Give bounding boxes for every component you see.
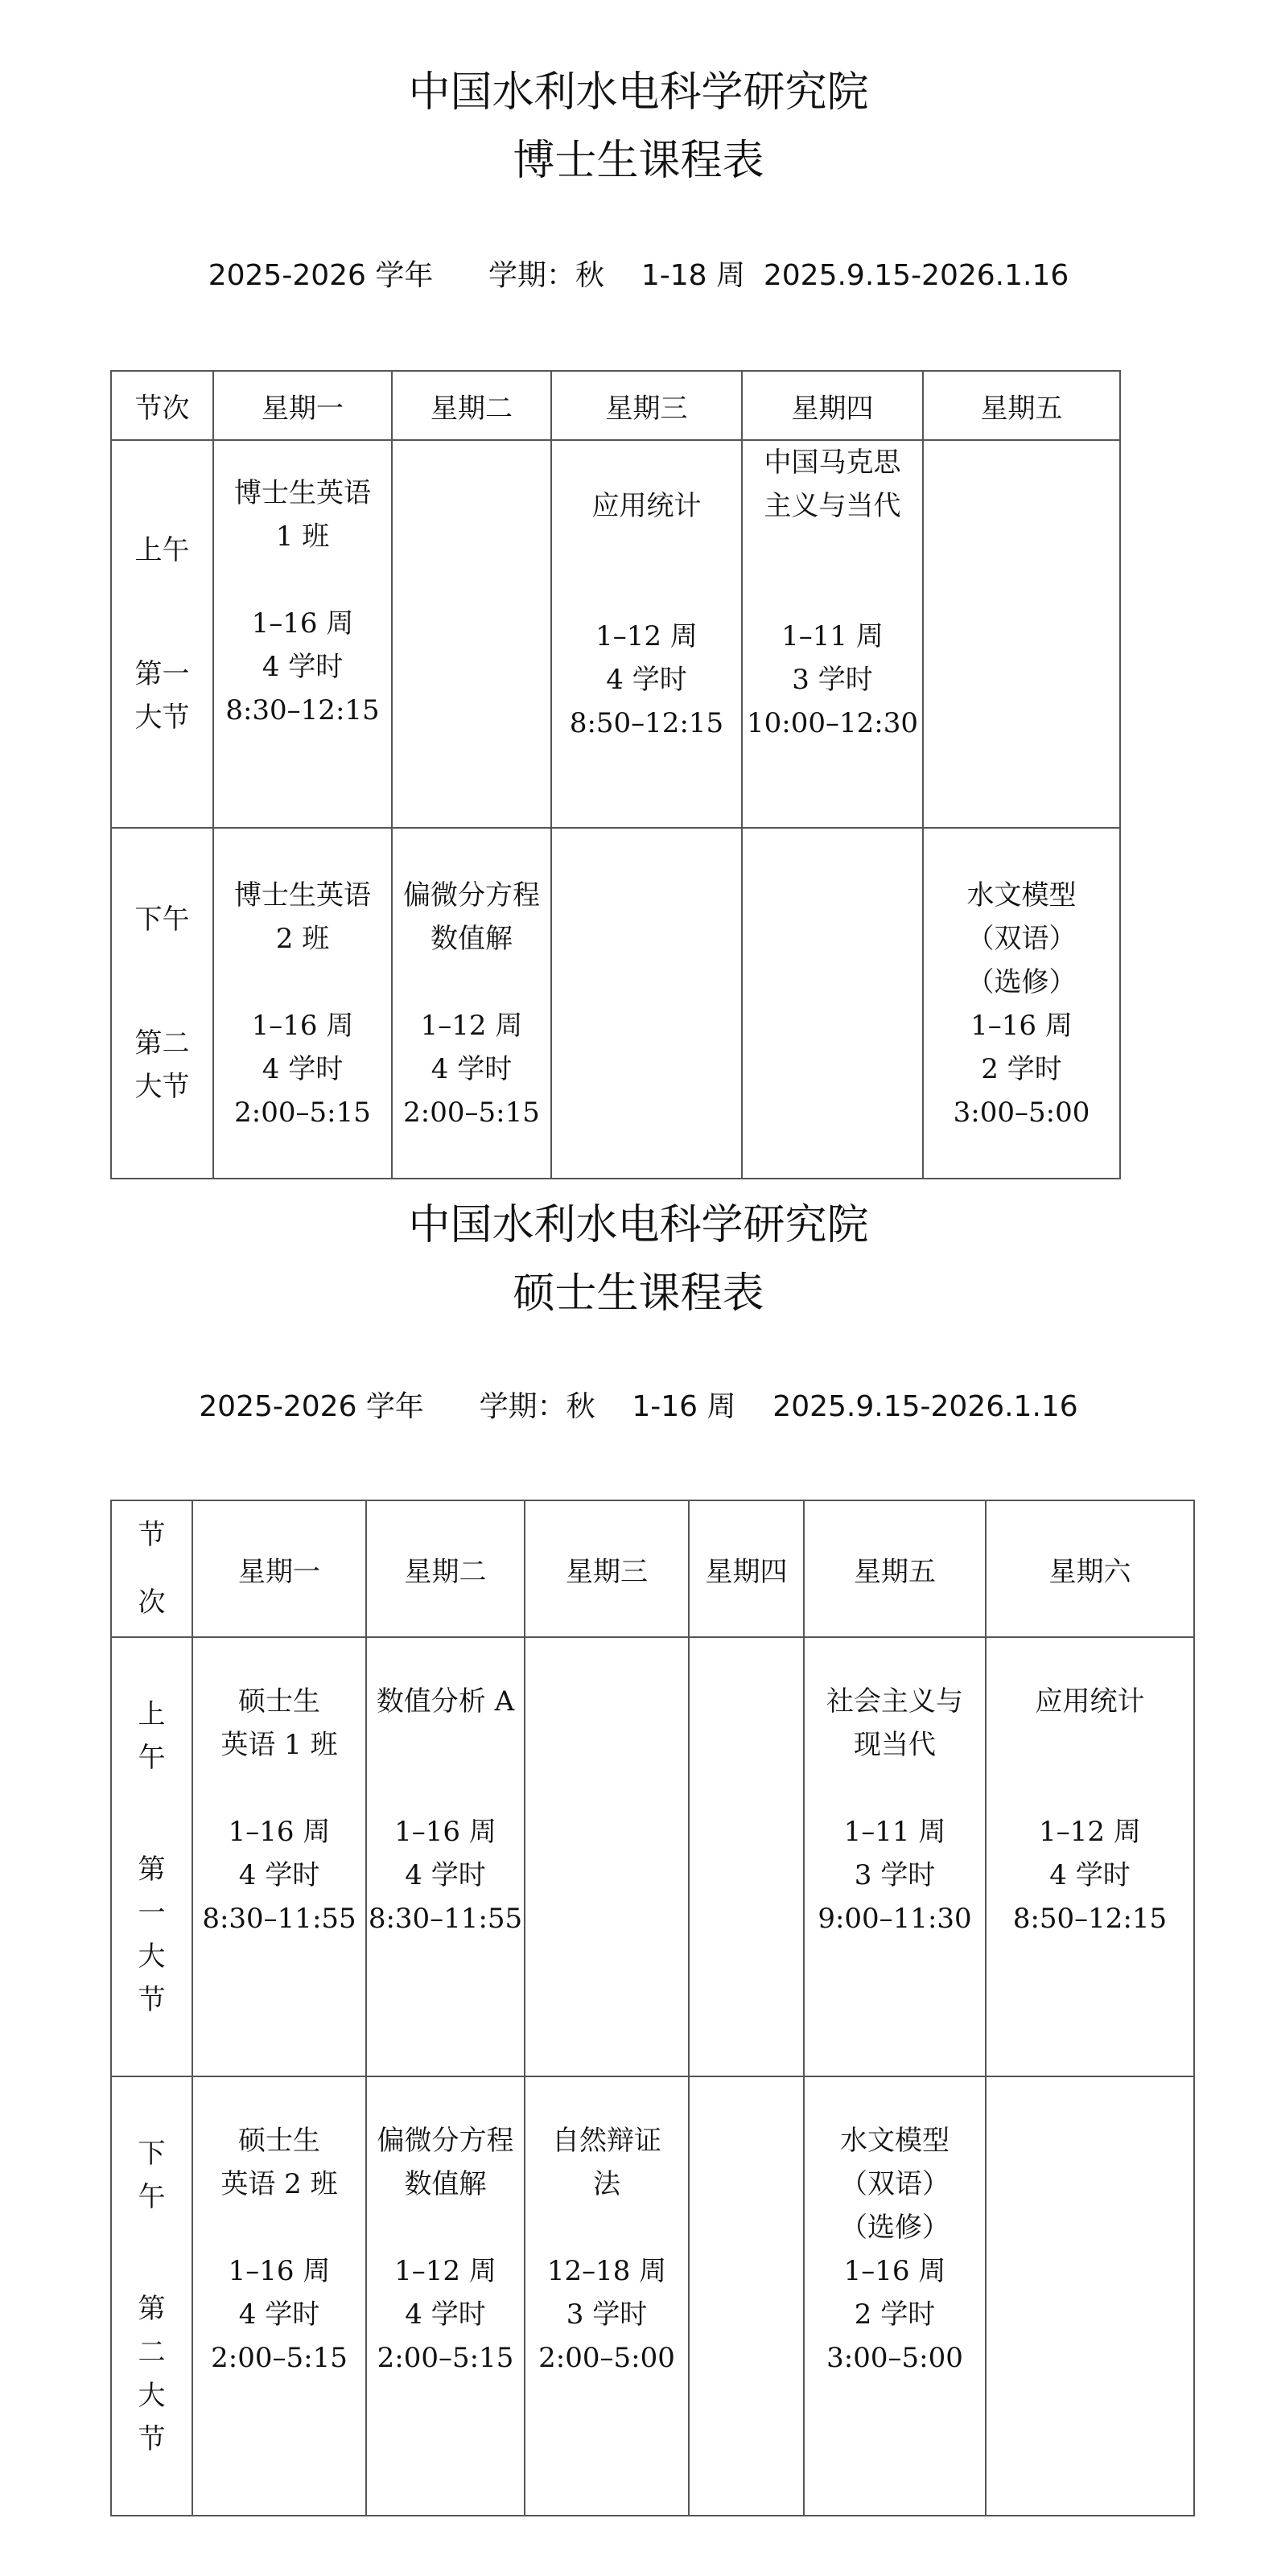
ms-thursday-am	[689, 1637, 804, 2076]
ms-thursday-pm	[689, 2076, 804, 2516]
ms-header-wednesday: 星期三	[525, 1500, 689, 1637]
course-text	[525, 1638, 688, 1640]
course-text	[690, 2077, 803, 2079]
phd-thursday-pm	[742, 828, 923, 1179]
phd-afternoon-label	[111, 828, 213, 1179]
ms-header-period-text: 节 次	[138, 1519, 166, 1619]
phd-tuesday-am	[392, 440, 551, 828]
ms-wednesday-pm	[525, 2076, 689, 2516]
ms-tuesday-pm	[366, 2076, 525, 2516]
phd-wednesday-am	[551, 440, 742, 828]
ms-header-row	[111, 1500, 1194, 1637]
ms-title-institute: 中国水利水电科学研究院	[408, 1201, 869, 1249]
phd-monday-pm	[213, 828, 392, 1179]
ms-header-thursday: 星期四	[689, 1500, 804, 1637]
course-text: 偏微分方程 数值解 1–12 周 4 学时 2:00–5:15	[377, 2125, 514, 2374]
course-text: 水文模型 （双语） （选修） 1–16 周 2 学时 3:00–5:00	[953, 879, 1090, 1129]
phd-monday-am	[213, 440, 392, 828]
ms-morning-label-bottom: 第 一 大 节	[138, 1853, 166, 2016]
ms-header-period	[111, 1500, 192, 1637]
ms-morning-row	[111, 1637, 1194, 2076]
phd-header-tuesday: 星期二	[392, 371, 551, 440]
ms-saturday-am	[986, 1637, 1194, 2076]
course-text	[690, 1638, 803, 1640]
ms-afternoon-label	[111, 2076, 192, 2516]
phd-header-row	[111, 371, 1120, 440]
course-text	[552, 829, 741, 830]
course-text	[393, 441, 550, 442]
phd-afternoon-label-top: 下午	[134, 903, 190, 936]
phd-tuesday-pm	[392, 828, 551, 1179]
ms-saturday-pm	[986, 2076, 1194, 2516]
phd-friday-am	[923, 440, 1120, 828]
course-text: 硕士生 英语 1 班 1–16 周 4 学时 8:30–11:55	[202, 1685, 356, 1935]
phd-header-period: 节次	[111, 371, 213, 440]
course-text: 社会主义与 现当代 1–11 周 3 学时 9:00–11:30	[818, 1685, 972, 1935]
phd-term-info: 2025-2026 学年 学期：秋 1-18 周 2025.9.15-2026.1.16	[208, 259, 1069, 292]
phd-morning-label	[111, 440, 213, 828]
ms-afternoon-label-top: 下 午	[138, 2137, 166, 2213]
ms-title-schedule: 硕士生课程表	[513, 1269, 764, 1318]
course-text: 硕士生 英语 2 班 1–16 周 4 学时 2:00–5:15	[211, 2125, 348, 2374]
phd-header-friday: 星期五	[923, 371, 1120, 440]
ms-header-saturday: 星期六	[986, 1500, 1194, 1637]
phd-morning-label-top: 上午	[134, 534, 190, 566]
phd-thursday-am	[742, 440, 923, 828]
course-text: 水文模型 （双语） （选修） 1–16 周 2 学时 3:00–5:00	[826, 2125, 963, 2374]
course-text: 数值分析 A 1–16 周 4 学时 8:30–11:55	[368, 1685, 523, 1935]
course-text: 应用统计 1–12 周 4 学时 8:50–12:15	[569, 490, 724, 739]
phd-schedule-table	[110, 370, 1121, 1179]
phd-morning-label-bottom: 第一 大节	[134, 658, 190, 734]
phd-header-wednesday: 星期三	[551, 371, 742, 440]
phd-wednesday-pm	[551, 828, 742, 1179]
course-text: 博士生英语 1 班 1–16 周 4 学时 8:30–12:15	[225, 477, 380, 726]
ms-afternoon-row	[111, 2076, 1194, 2516]
ms-term-info: 2025-2026 学年 学期：秋 1-16 周 2025.9.15-2026.1.16	[199, 1390, 1078, 1423]
ms-schedule-table	[110, 1500, 1195, 2516]
ms-morning-label	[111, 1637, 192, 2076]
course-text: 偏微分方程 数值解 1–12 周 4 学时 2:00–5:15	[403, 879, 540, 1129]
ms-tuesday-am	[366, 1637, 525, 2076]
phd-header-thursday: 星期四	[742, 371, 923, 440]
ms-header-friday: 星期五	[804, 1500, 986, 1637]
phd-afternoon-label-bottom: 第二 大节	[134, 1027, 190, 1103]
course-text	[743, 829, 922, 830]
ms-wednesday-am	[525, 1637, 689, 2076]
ms-friday-am	[804, 1637, 986, 2076]
course-text: 应用统计 1–12 周 4 学时 8:50–12:15	[1012, 1685, 1168, 1935]
phd-header-monday: 星期一	[213, 371, 392, 440]
ms-morning-label-top: 上 午	[138, 1697, 166, 1774]
phd-afternoon-row	[111, 828, 1120, 1179]
phd-morning-row	[111, 440, 1120, 828]
ms-monday-am	[192, 1637, 366, 2076]
ms-header-monday: 星期一	[192, 1500, 366, 1637]
phd-title-institute: 中国水利水电科学研究院	[408, 68, 869, 117]
course-text: 中国马克思 主义与当代 1–11 周 3 学时 10:00–12:30	[747, 446, 918, 739]
ms-friday-pm	[804, 2076, 986, 2516]
ms-monday-pm	[192, 2076, 366, 2516]
course-text: 自然辩证 法 12–18 周 3 学时 2:00–5:00	[538, 2125, 675, 2374]
ms-header-tuesday: 星期二	[366, 1500, 525, 1637]
course-text: 博士生英语 2 班 1–16 周 4 学时 2:00–5:15	[234, 879, 371, 1129]
phd-friday-pm	[923, 828, 1120, 1179]
ms-afternoon-label-bottom: 第 二 大 节	[138, 2292, 166, 2455]
phd-title-schedule: 博士生课程表	[513, 137, 764, 185]
course-text	[924, 441, 1119, 442]
course-text	[987, 2077, 1193, 2079]
